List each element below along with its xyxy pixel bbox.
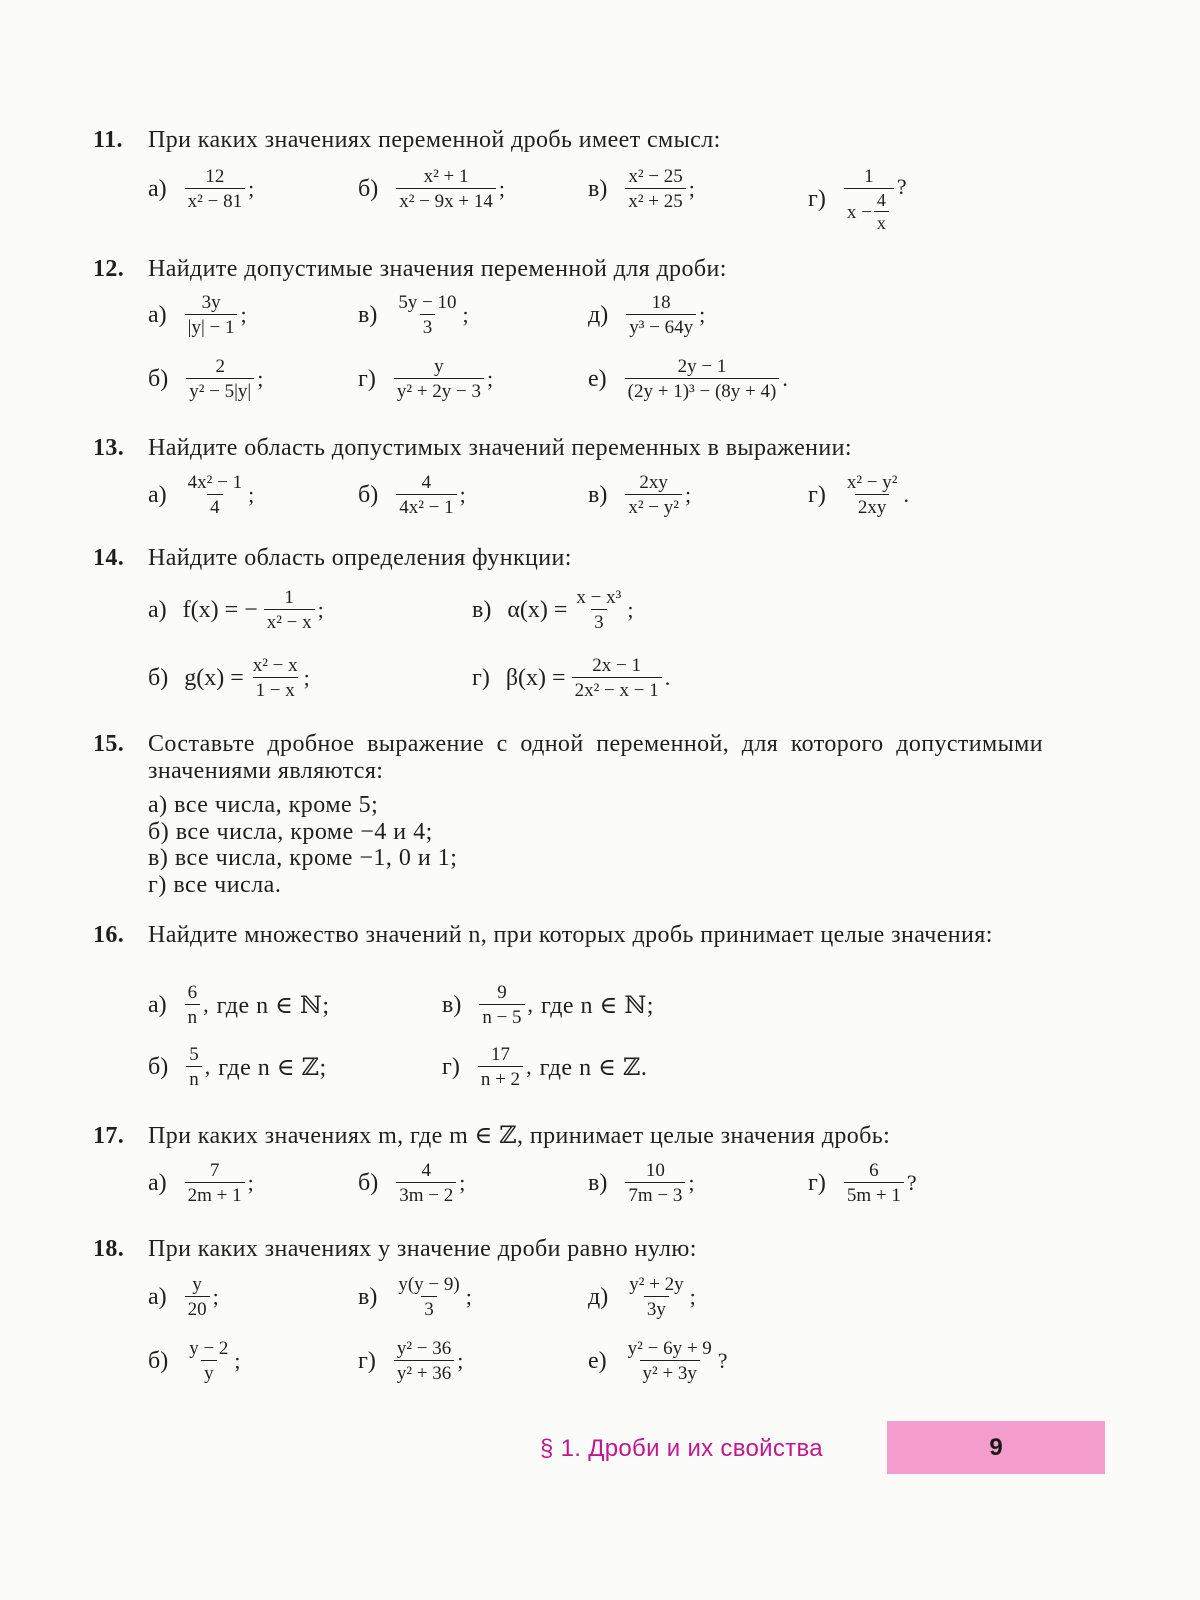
- punctuation: ,: [204, 1054, 211, 1079]
- item-label: д): [588, 301, 609, 328]
- numerator: x² + 1: [423, 166, 469, 187]
- fraction: [478, 1044, 523, 1090]
- item-label: б): [148, 664, 169, 691]
- denominator: 3m − 2: [396, 1182, 456, 1206]
- problem-text: При каких значениях переменной дробь имеет смысл:: [148, 127, 721, 153]
- punctuation: ;: [247, 1170, 254, 1195]
- item-a: [148, 1274, 219, 1320]
- numerator: y² + 2y: [629, 1274, 684, 1295]
- problem-header: [93, 1123, 1053, 1150]
- fraction: [396, 1160, 456, 1206]
- item-g: [472, 655, 670, 701]
- fraction: [573, 587, 624, 633]
- section-title: § 1. Дроби и их свойства: [540, 1435, 823, 1462]
- problem-number: 15.: [93, 731, 125, 757]
- denominator: x² − x: [264, 609, 315, 633]
- item-v: [472, 587, 633, 633]
- item-label: б): [358, 1169, 379, 1196]
- item-v: [588, 166, 695, 212]
- denominator: y² + 36: [394, 1360, 454, 1384]
- punctuation: ;: [688, 176, 695, 201]
- punctuation: ;: [459, 1170, 466, 1195]
- problem-number: 11.: [93, 127, 123, 153]
- item-g: [808, 166, 907, 233]
- fraction: [844, 472, 901, 518]
- item-label: г): [472, 664, 490, 691]
- denominator: 7m − 3: [625, 1182, 685, 1206]
- denominator: y² + 2y − 3: [394, 378, 484, 402]
- numerator: 1: [864, 166, 874, 187]
- item-d: [588, 292, 705, 338]
- fraction: [625, 356, 780, 402]
- item-label: а): [148, 1283, 167, 1310]
- denominator: 3: [420, 314, 436, 338]
- numerator: y: [192, 1274, 202, 1295]
- fraction: [395, 1274, 462, 1320]
- problem-16: [93, 922, 1043, 949]
- item-label: в): [358, 301, 378, 328]
- problem-number: 14.: [93, 545, 125, 571]
- item-d: [588, 1274, 696, 1320]
- denominator: [844, 188, 894, 233]
- problem-18: [93, 1236, 1053, 1263]
- item-a: [148, 587, 324, 633]
- numerator: 12: [205, 166, 225, 187]
- punctuation: ;: [317, 597, 324, 622]
- fraction: [395, 292, 459, 338]
- punctuation: ;: [212, 1284, 219, 1309]
- item-label: б): [358, 175, 379, 202]
- punctuation: ;: [248, 176, 255, 201]
- problem-15: [93, 731, 1043, 785]
- item-label: г): [808, 1169, 826, 1196]
- item-label: а): [148, 175, 167, 202]
- fraction: [625, 1338, 715, 1384]
- item-b: [358, 1160, 465, 1206]
- problem-text: Найдите область допустимых значений переменных в выражении:: [148, 435, 852, 461]
- fraction: [626, 1274, 686, 1320]
- punctuation: ?: [906, 1170, 917, 1195]
- numerator: x² − 25: [628, 166, 683, 187]
- punctuation: ;: [234, 1348, 241, 1373]
- item-g: [808, 1160, 917, 1206]
- function-prefix: g(x) =: [184, 664, 244, 691]
- denominator: 4x² − 1: [396, 494, 456, 518]
- denominator: y² + 3y: [640, 1360, 700, 1384]
- problem-11: [93, 127, 1053, 154]
- denominator: x² − y²: [625, 494, 682, 518]
- fraction: [396, 166, 496, 212]
- item-a: [148, 166, 254, 212]
- item-e: [588, 1338, 728, 1384]
- denominator: n + 2: [478, 1066, 523, 1090]
- fraction: [186, 1044, 202, 1090]
- function-prefix: f(x) = −: [182, 596, 258, 623]
- item-g: [358, 356, 493, 402]
- numerator: 4: [876, 190, 886, 210]
- problem-text: При каких значениях y значение дроби равно нулю:: [148, 1236, 697, 1262]
- punctuation: ;: [248, 482, 255, 507]
- item-label: в): [588, 481, 608, 508]
- item-label: г): [442, 1053, 460, 1080]
- item-label: г): [358, 1347, 376, 1374]
- fraction: [185, 166, 245, 212]
- fraction: [844, 1160, 904, 1206]
- punctuation: ;: [457, 1348, 464, 1373]
- nested-fraction: [874, 191, 889, 233]
- item-label: а): [148, 481, 167, 508]
- punctuation: ;: [486, 366, 494, 391]
- problem-header: [93, 922, 1043, 949]
- denominator: (2y + 1)³ − (8y + 4): [625, 378, 780, 402]
- item-label: а): [148, 1169, 167, 1196]
- denominator: 3y: [644, 1296, 669, 1320]
- fraction: [185, 472, 245, 518]
- item-label: в): [472, 596, 492, 623]
- fraction: [264, 587, 315, 633]
- problem-text: Найдите допустимые значения переменной для дроби:: [148, 256, 727, 282]
- fraction: [394, 356, 484, 402]
- numerator: y − 2: [189, 1338, 229, 1359]
- denominator: x² − 9x + 14: [396, 188, 496, 212]
- problem-number: 16.: [93, 922, 125, 948]
- fraction: [186, 1338, 231, 1384]
- numerator: 3y: [201, 292, 221, 313]
- punctuation: .: [903, 482, 909, 507]
- list-item: г) все числа.: [148, 871, 282, 898]
- item-label: а): [148, 596, 167, 623]
- fraction: [186, 356, 254, 402]
- problem-header: [93, 545, 1053, 572]
- numerator: 1: [284, 587, 294, 608]
- numerator: 6: [187, 982, 198, 1003]
- item-label: г): [808, 186, 826, 212]
- numerator: y(y − 9): [398, 1274, 460, 1295]
- item-a: [148, 1160, 254, 1206]
- fraction: [394, 1338, 454, 1384]
- problem-text: При каких значениях m, где m ∈ ℤ, принимает целые значения дробь:: [148, 1123, 891, 1149]
- fraction: [479, 982, 524, 1028]
- condition-text: где n ∈ ℕ;: [541, 992, 654, 1019]
- denominator: 5m + 1: [844, 1182, 904, 1206]
- problem-text: Составьте дробное выражение с одной переменной, для которого допустимыми значениями являются:: [148, 731, 1043, 784]
- problem-header: [93, 435, 1053, 462]
- denominator: 3: [591, 609, 607, 633]
- function-prefix: α(x) =: [507, 596, 568, 623]
- item-label: в): [442, 991, 462, 1018]
- problem-13: [93, 435, 1053, 462]
- fraction: [250, 655, 301, 701]
- numerator: x² − x: [252, 655, 298, 676]
- denominator: 4: [207, 494, 223, 518]
- numerator: y² − 36: [396, 1338, 452, 1359]
- punctuation: ,: [526, 1054, 532, 1079]
- punctuation: ;: [688, 1170, 695, 1195]
- fraction: [625, 166, 685, 212]
- numerator: 2x − 1: [592, 655, 641, 676]
- numerator: x − x³: [576, 587, 622, 608]
- fraction: [185, 982, 201, 1028]
- problem-header: [93, 731, 1043, 785]
- punctuation: ;: [459, 482, 466, 507]
- fraction: [844, 166, 894, 233]
- list-item: б) все числа, кроме −4 и 4;: [148, 818, 433, 845]
- fraction: [625, 472, 682, 518]
- denominator: n: [185, 1004, 201, 1028]
- numerator: 5: [189, 1044, 199, 1065]
- item-label: в): [588, 1169, 608, 1196]
- item-g: [808, 472, 909, 518]
- numerator: 17: [490, 1044, 510, 1065]
- problem-header: [93, 127, 1053, 154]
- denominator: y² − 5|y|: [186, 378, 254, 402]
- item-label: б): [148, 1053, 169, 1080]
- list-item: а) все числа, кроме 5;: [148, 792, 379, 818]
- numerator: y² − 6y + 9: [627, 1338, 712, 1359]
- numerator: 7: [209, 1160, 220, 1181]
- item-v: [358, 292, 469, 338]
- punctuation: ;: [462, 302, 469, 327]
- problem-14: [93, 545, 1053, 572]
- numerator: 18: [651, 292, 671, 313]
- item-v: [588, 472, 691, 518]
- numerator: 9: [497, 982, 507, 1003]
- item-label: г): [808, 481, 826, 508]
- item-v: [442, 982, 654, 1028]
- numerator: 2: [215, 356, 225, 377]
- denominator: |y| − 1: [185, 314, 238, 338]
- numerator: y: [434, 356, 444, 377]
- fraction: [625, 1160, 685, 1206]
- item-label: д): [588, 1283, 609, 1310]
- punctuation: ,: [203, 992, 209, 1017]
- punctuation: ;: [699, 302, 706, 327]
- numerator: 4: [421, 1160, 431, 1181]
- denominator: 2m + 1: [185, 1182, 245, 1206]
- problem-number: 13.: [93, 435, 125, 461]
- numerator: 2y − 1: [677, 356, 727, 377]
- item-label: а): [148, 991, 167, 1018]
- problem-number: 12.: [93, 256, 125, 282]
- problem-text: Найдите область определения функции:: [148, 545, 572, 571]
- denominator-prefix: x −: [846, 201, 872, 223]
- item-label: б): [358, 481, 379, 508]
- item-label: е): [588, 365, 607, 392]
- denominator: n: [186, 1066, 202, 1090]
- fraction: [572, 655, 662, 701]
- punctuation: ;: [498, 176, 505, 201]
- item-g: [442, 1044, 647, 1090]
- punctuation: ;: [689, 1284, 696, 1309]
- item-b: [148, 655, 310, 701]
- punctuation: ?: [717, 1348, 728, 1373]
- punctuation: .: [664, 665, 671, 690]
- punctuation: ;: [257, 366, 264, 391]
- item-b: [148, 356, 263, 402]
- item-b: [148, 1044, 327, 1090]
- fraction: [185, 1160, 245, 1206]
- item-b: [358, 166, 505, 212]
- problem-17: [93, 1123, 1053, 1150]
- denominator: x² − 81: [185, 188, 245, 212]
- denominator: 1 − x: [253, 677, 298, 701]
- numerator: 6: [869, 1160, 879, 1181]
- page-number: 9: [989, 1433, 1003, 1461]
- denominator: 2x² − x − 1: [572, 677, 662, 701]
- punctuation: ;: [240, 302, 247, 327]
- denominator: 3: [421, 1296, 437, 1320]
- denominator: y³ − 64y: [626, 314, 696, 338]
- problem-number: 17.: [93, 1123, 125, 1149]
- item-label: в): [358, 1283, 378, 1310]
- fraction: [185, 292, 238, 338]
- numerator: x² − y²: [846, 472, 898, 493]
- problem-text: Найдите множество значений n, при которых дробь принимает целые значения:: [148, 922, 993, 948]
- problem-15-items: [148, 792, 457, 898]
- item-label: г): [358, 365, 376, 392]
- denominator: n − 5: [479, 1004, 524, 1028]
- item-label: е): [588, 1347, 607, 1374]
- denominator: 2xy: [855, 494, 890, 518]
- numerator: 10: [645, 1160, 665, 1181]
- fraction: [396, 472, 456, 518]
- denominator: y: [201, 1360, 217, 1384]
- item-label: в): [588, 175, 608, 202]
- item-e: [588, 356, 788, 402]
- item-v: [358, 1274, 472, 1320]
- condition-text: где n ∈ ℤ.: [539, 1054, 648, 1081]
- item-label: б): [148, 365, 169, 392]
- item-a: [148, 982, 330, 1028]
- problem-number: 18.: [93, 1236, 125, 1262]
- fraction: [185, 1274, 210, 1320]
- punctuation: ;: [627, 597, 634, 622]
- punctuation: ?: [896, 174, 907, 199]
- numerator: 4: [421, 472, 432, 493]
- item-v: [588, 1160, 694, 1206]
- function-prefix: β(x) =: [505, 664, 566, 691]
- problem-header: [93, 1236, 1053, 1263]
- punctuation: ,: [527, 992, 534, 1017]
- numerator: 2xy: [639, 472, 668, 493]
- denominator: x: [874, 211, 889, 233]
- item-b: [358, 472, 466, 518]
- condition-text: где n ∈ ℕ;: [216, 992, 330, 1019]
- list-item: в) все числа, кроме −1, 0 и 1;: [148, 845, 458, 871]
- punctuation: ;: [465, 1284, 472, 1309]
- item-label: а): [148, 301, 167, 328]
- page-number-box: [887, 1421, 1105, 1474]
- item-b: [148, 1338, 241, 1384]
- punctuation: .: [782, 366, 788, 391]
- numerator: 5y − 10: [398, 292, 457, 313]
- punctuation: ;: [684, 482, 692, 507]
- condition-text: где n ∈ ℤ;: [218, 1054, 327, 1081]
- numerator: 4x² − 1: [187, 472, 243, 493]
- problem-header: [93, 256, 1053, 283]
- item-a: [148, 292, 247, 338]
- punctuation: ;: [303, 665, 310, 690]
- problem-12: [93, 256, 1053, 283]
- denominator: x² + 25: [625, 188, 685, 212]
- item-label: б): [148, 1347, 169, 1374]
- denominator: 20: [185, 1296, 210, 1320]
- item-g: [358, 1338, 463, 1384]
- fraction: [626, 292, 696, 338]
- item-a: [148, 472, 254, 518]
